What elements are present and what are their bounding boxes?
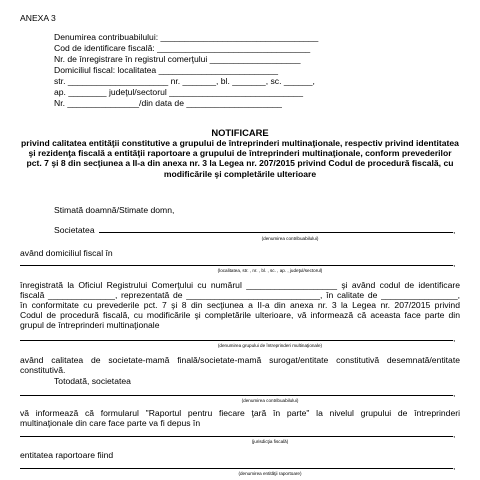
notice-subject: privind calitatea entităţii constitutive a grupului de întreprinderi multinaţionale, respectiv privind identitatea şi rezidenţa fiscală a entităţii raportoare a grupului de întreprinderi multinaţionale, conform prevederilor pct. 7 şi 8 din secţiunea a II-a din anexa nr. 3 la Legea nr. 207/2015 privind Codul de procedură fiscală, cu modificările şi completările ulterioare (21, 138, 459, 179)
comma-1: , (453, 225, 456, 235)
company-name-line[interactable] (99, 232, 453, 233)
field-taxpayer-name[interactable]: Denumirea contribuabilului: _________________________________ (54, 32, 319, 42)
registration-line-4: Codul de procedură fiscală, cu modificările şi completările ulterioare, vă informează că aceasta face parte din (20, 310, 460, 320)
comma-4: , (453, 388, 456, 398)
registration-line-1: înregistrată la Oficiul Registrului Comerţului cu numărul ___________________ şi având codul de identificare (20, 280, 460, 290)
salutation: Stimată doamnă/Stimate domn, (54, 205, 175, 215)
field-trade-register-no[interactable]: Nr. de înregistrare în registrul comerţului ___________________ (54, 54, 301, 64)
group-name-line[interactable] (20, 340, 453, 341)
annex-label: ANEXA 3 (20, 13, 56, 23)
address-caption: (localitatea, str. , nr. , bl. , sc. , ap. , judeţul/sectorul) (217, 268, 323, 273)
jurisdiction-line[interactable] (20, 436, 453, 437)
field-number-date[interactable]: Nr. _______________/din data de ____________________ (54, 98, 282, 108)
registration-line-3: în conformitate cu prevederile pct. 7 şi 8 din secţiunea a II-a din anexa nr. 3 la Legea nr. 207/2015 privind (20, 300, 460, 310)
field-street-address[interactable]: str. _____________________ nr. _______, bl. _______, sc. ______, (54, 76, 315, 86)
status-line-1: având calitatea de societate-mamă finală/societate-mamă surogat/entitate constitutivă desemnată/entitate (20, 355, 460, 365)
registration-line-5: grupul de întreprinderi multinaţionale (20, 320, 160, 330)
also-label: Totodată, societatea (54, 376, 131, 386)
report-line-2: multinaţionale din care face parte va fi depus în (20, 418, 201, 428)
field-fiscal-domicile[interactable]: Domiciliul fiscal: localitatea _________________________ (54, 65, 279, 75)
jurisdiction-caption: (jurisdicţia fiscală) (251, 439, 289, 444)
comma-6: , (453, 461, 456, 471)
notice-title: NOTIFICARE (211, 127, 269, 138)
company-caption: (denumirea contribuabilului) (261, 236, 319, 241)
field-apartment-county[interactable]: ap. ________ judeţul/sectorul ____________________________ (54, 87, 303, 97)
field-fiscal-code[interactable]: Cod de identificare fiscală: ________________________________ (54, 43, 311, 53)
company-name-line-2[interactable] (20, 395, 453, 396)
company-label: Societatea (54, 225, 95, 235)
comma-3: , (453, 333, 456, 343)
reporting-entity-label: entitatea raportoare fiind (20, 450, 114, 460)
status-line-2: constitutivă. (20, 365, 66, 375)
company-caption-2: (denumirea contribuabilului) (241, 398, 299, 403)
reporting-entity-caption: (denumirea entităţii raportoare) (238, 471, 302, 476)
comma-2: , (453, 258, 456, 268)
domicile-label: având domiciliul fiscal în (20, 248, 113, 258)
report-line-1: vă informează că formularul "Raportul pentru fiecare ţară în parte" la nivelul grupului de întreprinderi (20, 408, 460, 418)
address-line[interactable] (20, 265, 453, 266)
reporting-entity-line[interactable] (20, 468, 453, 469)
group-caption: (denumirea grupului de întreprinderi multinaţionale) (217, 343, 323, 348)
comma-5: , (453, 429, 456, 439)
registration-line-2: fiscală ______________, reprezentată de ____________________________, în calitate de ________________, (20, 290, 460, 300)
